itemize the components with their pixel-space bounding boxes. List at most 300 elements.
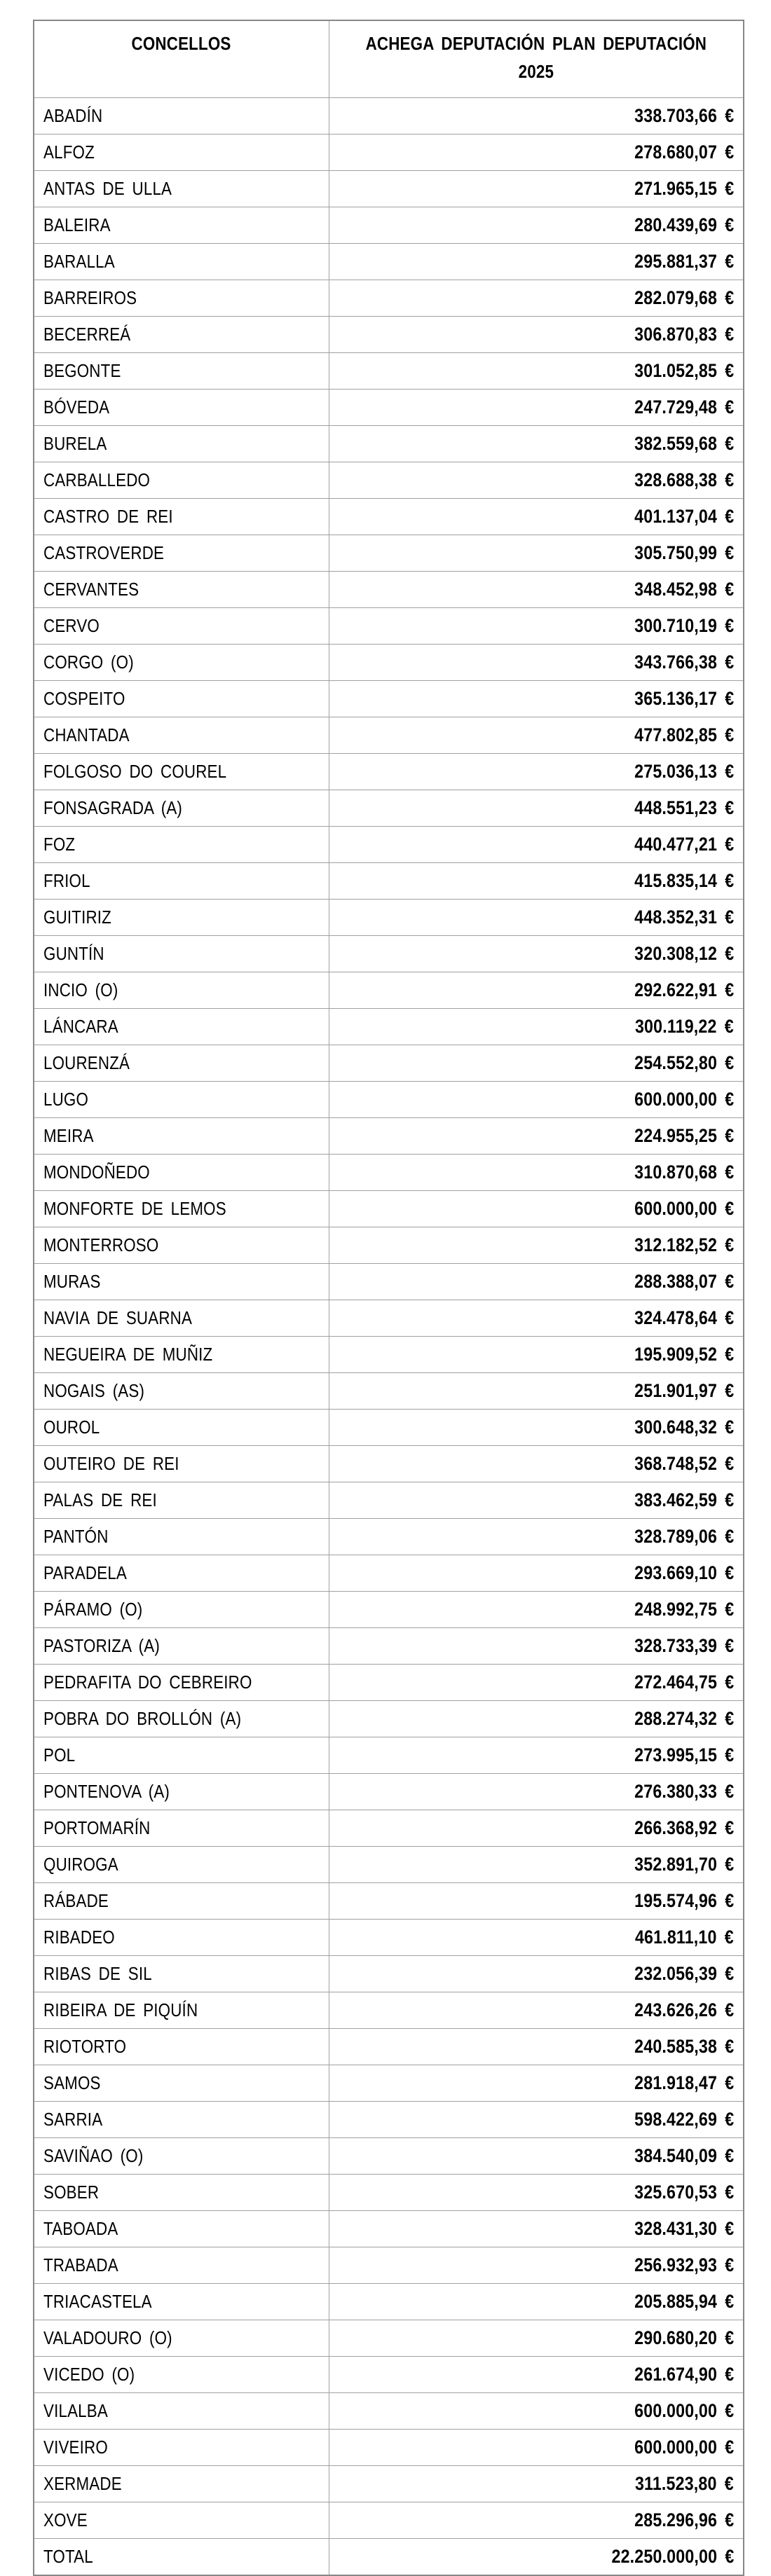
achega-cell — [329, 1191, 744, 1227]
achega-value — [634, 2218, 734, 2240]
achega-value — [634, 433, 734, 455]
concello-label: CARBALLEDO — [43, 469, 151, 490]
achega-value — [634, 1963, 734, 1985]
achega-value — [634, 2072, 734, 2094]
achega-amount: 275.036,13 — [634, 761, 717, 782]
achega-cell — [329, 1992, 744, 2029]
table-row — [34, 244, 744, 280]
achega-cell — [329, 171, 744, 207]
achega-amount: 448.352,31 — [634, 907, 717, 928]
table-row — [34, 863, 744, 900]
concello-cell — [34, 2357, 329, 2393]
table-row — [34, 1155, 744, 1191]
concello-cell — [34, 1847, 329, 1883]
achega-value — [634, 2400, 734, 2422]
concello-cell — [34, 1665, 329, 1701]
achega-cell — [329, 535, 744, 572]
achega-value — [634, 652, 734, 673]
achega-cell — [329, 1592, 744, 1628]
concello-label: PASTORIZA (A) — [43, 1635, 160, 1656]
euro-sign: € — [724, 1198, 734, 1219]
concello-label: LÁNCARA — [43, 1016, 118, 1037]
achega-value — [634, 178, 734, 200]
achega-cell — [329, 244, 744, 280]
achega-value — [634, 214, 734, 236]
achega-cell — [329, 1701, 744, 1737]
table-row — [34, 1373, 744, 1410]
concello-label: FOLGOSO DO COUREL — [43, 761, 227, 782]
achega-value — [634, 2437, 734, 2458]
table-row — [34, 1519, 744, 1555]
concello-label: FOZ — [43, 834, 76, 855]
euro-sign: € — [724, 1526, 734, 1547]
table-row — [34, 2393, 744, 2430]
achega-amount: 600.000,00 — [634, 1198, 717, 1219]
euro-sign: € — [724, 1562, 734, 1583]
achega-value — [634, 2145, 734, 2167]
achega-value — [634, 1672, 734, 1693]
achega-amount: 338.703,66 — [634, 105, 717, 126]
achega-value — [634, 724, 734, 746]
achega-cell — [329, 936, 744, 972]
table-row — [34, 827, 744, 863]
concello-label: PÁRAMO (O) — [43, 1599, 143, 1620]
achega-amount: 224.955,25 — [634, 1125, 717, 1146]
document-page — [33, 20, 743, 2576]
achega-value — [634, 1198, 734, 1220]
column-header-achega-line2: 2025 — [518, 61, 554, 82]
table-row — [34, 280, 744, 317]
achega-amount: 232.056,39 — [634, 1963, 717, 1984]
concello-label: SARRIA — [43, 2109, 103, 2130]
table-row — [34, 2502, 744, 2539]
achega-cell — [329, 1045, 744, 1082]
achega-cell — [329, 1737, 744, 1774]
concello-label: RIOTORTO — [43, 2036, 127, 2057]
achega-amount: 305.750,99 — [634, 542, 717, 563]
table-body — [34, 98, 744, 2576]
concello-cell — [34, 1956, 329, 1992]
table-row — [34, 2138, 744, 2175]
concello-label: PORTOMARÍN — [43, 1817, 151, 1838]
euro-sign: € — [724, 2254, 734, 2275]
achega-amount: 324.478,64 — [634, 1307, 717, 1328]
achega-value — [634, 1526, 734, 1548]
concello-cell — [34, 2502, 329, 2539]
concello-label: POL — [43, 1744, 76, 1765]
achega-cell — [329, 717, 744, 754]
concello-label: NEGUEIRA DE MUÑIZ — [43, 1344, 213, 1365]
achega-cell — [329, 1920, 744, 1956]
achega-value — [634, 1489, 734, 1511]
table-row — [34, 1628, 744, 1665]
achega-value — [634, 2182, 734, 2203]
euro-sign: € — [724, 2218, 734, 2239]
achega-value — [634, 105, 734, 127]
achega-amount: 292.622,91 — [634, 979, 717, 1000]
euro-sign: € — [724, 1344, 734, 1365]
table-row — [34, 535, 744, 572]
achega-amount: 278.680,07 — [634, 142, 717, 163]
euro-sign: € — [724, 1817, 734, 1838]
achega-cell — [329, 2393, 744, 2430]
euro-sign: € — [724, 1672, 734, 1693]
achega-value — [634, 142, 734, 163]
achega-amount: 352.891,70 — [634, 1854, 717, 1875]
achega-amount: 383.462,59 — [634, 1489, 717, 1510]
achega-cell — [329, 2247, 744, 2284]
table-row — [34, 390, 744, 426]
concello-label: PANTÓN — [43, 1526, 109, 1547]
concello-label: TABOADA — [43, 2218, 118, 2239]
concello-label: CHANTADA — [43, 724, 130, 745]
concello-cell — [34, 1227, 329, 1264]
euro-sign: € — [724, 251, 734, 272]
euro-sign: € — [724, 615, 734, 636]
achega-value — [634, 2036, 734, 2058]
concello-cell — [34, 462, 329, 499]
euro-sign: € — [724, 2291, 734, 2312]
achega-amount: 600.000,00 — [634, 2400, 717, 2421]
concello-cell — [34, 171, 329, 207]
concello-label: BEGONTE — [43, 360, 121, 381]
achega-cell — [329, 1337, 744, 1373]
euro-sign: € — [724, 142, 734, 163]
euro-sign: € — [724, 324, 734, 345]
euro-sign: € — [724, 1708, 734, 1729]
concello-label: OUROL — [43, 1417, 100, 1438]
achega-cell — [329, 1118, 744, 1155]
table-row — [34, 462, 744, 499]
table-row — [34, 645, 744, 681]
concello-label: LUGO — [43, 1089, 89, 1110]
euro-sign: € — [724, 870, 734, 891]
achega-value — [634, 1052, 734, 1074]
concello-label: PEDRAFITA DO CEBREIRO — [43, 1672, 252, 1693]
achega-cell — [329, 1482, 744, 1519]
concello-label: FRIOL — [43, 870, 90, 891]
concello-label: VIVEIRO — [43, 2437, 108, 2458]
achega-value — [634, 1162, 734, 1183]
euro-sign: € — [724, 469, 734, 490]
achega-value — [634, 979, 734, 1001]
concello-label: NAVIA DE SUARNA — [43, 1307, 193, 1328]
euro-sign: € — [724, 1380, 734, 1401]
achega-cell — [329, 2466, 744, 2502]
achega-value — [634, 2364, 734, 2385]
achega-amount: 328.431,30 — [634, 2218, 717, 2239]
achega-cell — [329, 2211, 744, 2247]
concello-cell — [34, 2539, 329, 2576]
concello-cell — [34, 1082, 329, 1118]
concello-label: ABADÍN — [43, 105, 103, 126]
achega-value — [634, 1344, 734, 1365]
concello-label: COSPEITO — [43, 688, 125, 709]
concello-cell — [34, 535, 329, 572]
achega-cell — [329, 2175, 744, 2211]
concello-cell — [34, 2211, 329, 2247]
euro-sign: € — [724, 834, 734, 855]
euro-sign: € — [724, 506, 734, 527]
concello-label: QUIROGA — [43, 1854, 118, 1875]
concello-cell — [34, 499, 329, 535]
achega-amount: 600.000,00 — [634, 2437, 717, 2458]
achega-cell — [329, 1883, 744, 1920]
concello-cell — [34, 1337, 329, 1373]
achega-value — [634, 1271, 734, 1293]
concello-label: BURELA — [43, 433, 107, 454]
euro-sign: € — [724, 1489, 734, 1510]
euro-sign: € — [724, 724, 734, 745]
table-row — [34, 717, 744, 754]
achega-value — [634, 1817, 734, 1839]
achega-value — [634, 1380, 734, 1402]
table-row — [34, 2029, 744, 2065]
achega-cell — [329, 1810, 744, 1847]
table-row — [34, 1992, 744, 2029]
euro-sign: € — [724, 1271, 734, 1292]
concello-cell — [34, 790, 329, 827]
achega-amount: 300.119,22 — [635, 1016, 717, 1037]
concello-label: ANTAS DE ULLA — [43, 178, 172, 199]
achega-cell — [329, 1082, 744, 1118]
concello-label: CERVANTES — [43, 579, 139, 600]
achega-value — [634, 579, 734, 600]
concello-cell — [34, 936, 329, 972]
achega-cell — [329, 972, 744, 1009]
achega-amount: 276.380,33 — [634, 1781, 717, 1802]
achega-value — [634, 542, 734, 564]
concello-label: ALFOZ — [43, 142, 95, 163]
euro-sign: € — [724, 1744, 734, 1765]
table-row — [34, 207, 744, 244]
achega-cell — [329, 207, 744, 244]
table-row — [34, 2466, 744, 2502]
euro-sign: € — [724, 433, 734, 454]
concello-cell — [34, 717, 329, 754]
concello-cell — [34, 207, 329, 244]
concello-cell — [34, 135, 329, 171]
concello-cell — [34, 572, 329, 608]
achega-cell — [329, 280, 744, 317]
achega-amount: 477.802,85 — [634, 724, 717, 745]
achega-cell — [329, 98, 744, 135]
achega-value — [634, 907, 734, 928]
column-header-achega-line1: ACHEGA DEPUTACIÓN PLAN DEPUTACIÓN — [365, 33, 707, 54]
table-row — [34, 1847, 744, 1883]
concello-cell — [34, 1410, 329, 1446]
concello-label: TRIACASTELA — [43, 2291, 152, 2312]
concello-label: VILALBA — [43, 2400, 108, 2421]
achega-cell — [329, 2502, 744, 2539]
achega-cell — [329, 2102, 744, 2138]
column-header-achega-label — [366, 29, 707, 85]
achega-cell — [329, 1555, 744, 1592]
achega-value — [634, 1089, 734, 1110]
concello-cell — [34, 754, 329, 790]
concello-cell — [34, 98, 329, 135]
table-row — [34, 608, 744, 645]
achega-value — [634, 397, 734, 418]
concello-cell — [34, 2284, 329, 2320]
concello-label: MONDOÑEDO — [43, 1162, 150, 1183]
euro-sign: € — [724, 2327, 734, 2348]
achega-value — [634, 615, 734, 637]
table-row — [34, 2320, 744, 2357]
euro-sign: € — [724, 579, 734, 600]
achega-amount: 461.811,10 — [635, 1927, 717, 1948]
table-row — [34, 1446, 744, 1482]
achega-value — [634, 834, 734, 855]
concello-cell — [34, 1774, 329, 1810]
table-row — [34, 2102, 744, 2138]
achega-amount: 248.992,75 — [634, 1599, 717, 1620]
concello-label: NOGAIS (AS) — [43, 1380, 145, 1401]
euro-sign: € — [724, 214, 734, 235]
concello-cell — [34, 426, 329, 462]
achega-value — [634, 1234, 734, 1256]
table-row — [34, 2211, 744, 2247]
table-row — [34, 1737, 744, 1774]
achega-amount: 328.789,06 — [634, 1526, 717, 1547]
achega-value — [634, 1599, 734, 1620]
euro-sign: € — [724, 1963, 734, 1984]
achega-amount: 365.136,17 — [634, 688, 717, 709]
achega-amount: 195.574,96 — [634, 1890, 717, 1911]
table-row — [34, 1810, 744, 1847]
achega-cell — [329, 2284, 744, 2320]
achegas-plan-deputacion-table — [33, 20, 744, 2576]
euro-sign: € — [724, 2109, 734, 2130]
achega-amount: 271.965,15 — [634, 178, 717, 199]
euro-sign: € — [724, 105, 734, 126]
achega-amount: 368.748,52 — [634, 1453, 717, 1474]
achega-value — [634, 287, 734, 309]
achega-amount: 243.626,26 — [634, 1999, 717, 2020]
achega-value — [634, 1854, 734, 1875]
concello-cell — [34, 2138, 329, 2175]
table-row — [34, 1337, 744, 1373]
concello-cell — [34, 1300, 329, 1337]
concello-cell — [34, 2466, 329, 2502]
concello-cell — [34, 1992, 329, 2029]
euro-sign: € — [724, 1927, 734, 1948]
concello-label: SOBER — [43, 2182, 100, 2203]
achega-value — [634, 469, 734, 491]
concello-cell — [34, 1264, 329, 1300]
achega-value — [634, 2509, 734, 2531]
achega-cell — [329, 572, 744, 608]
concello-label: VALADOURO (O) — [43, 2327, 172, 2348]
table-row — [34, 1592, 744, 1628]
concello-cell — [34, 900, 329, 936]
achega-amount: 310.870,68 — [634, 1162, 717, 1183]
euro-sign: € — [724, 2036, 734, 2057]
achega-value — [634, 1307, 734, 1329]
table-row — [34, 1956, 744, 1992]
concello-label: TRABADA — [43, 2254, 118, 2275]
table-row — [34, 2357, 744, 2393]
column-header-concellos — [34, 20, 329, 98]
achega-amount: 301.052,85 — [634, 360, 717, 381]
achega-amount: 401.137,04 — [634, 506, 717, 527]
achega-amount: 300.648,32 — [634, 1417, 717, 1438]
achega-cell — [329, 1410, 744, 1446]
concello-cell — [34, 244, 329, 280]
achega-amount: 282.079,68 — [634, 287, 717, 308]
euro-sign: € — [724, 1635, 734, 1656]
achega-value — [634, 688, 734, 710]
table-row — [34, 2247, 744, 2284]
achega-amount: 254.552,80 — [634, 1052, 717, 1073]
concello-cell — [34, 645, 329, 681]
euro-sign: € — [724, 761, 734, 782]
achega-amount: 598.422,69 — [634, 2109, 717, 2130]
achega-value — [634, 1125, 734, 1147]
achega-amount: 448.551,23 — [634, 797, 717, 818]
table-row — [34, 2430, 744, 2466]
table-row — [34, 1774, 744, 1810]
concello-label: MONTERROSO — [43, 1234, 159, 1255]
euro-sign: € — [724, 2473, 734, 2494]
achega-amount: 300.710,19 — [634, 615, 717, 636]
achega-value — [634, 1417, 734, 1438]
table-row — [34, 171, 744, 207]
achega-cell — [329, 317, 744, 353]
concello-label: CASTROVERDE — [43, 542, 165, 563]
concello-label: VICEDO (O) — [43, 2364, 135, 2385]
achega-cell — [329, 2539, 744, 2576]
concello-label: XERMADE — [43, 2473, 122, 2494]
concello-cell — [34, 1592, 329, 1628]
concello-label: MONFORTE DE LEMOS — [43, 1198, 226, 1219]
euro-sign: € — [724, 1599, 734, 1620]
achega-cell — [329, 827, 744, 863]
table-row — [34, 1082, 744, 1118]
column-header-concellos-label: CONCELLOS — [131, 33, 231, 54]
concello-label: RIBEIRA DE PIQUÍN — [43, 1999, 198, 2020]
achega-amount: 280.439,69 — [634, 214, 717, 235]
concello-label: CERVO — [43, 615, 100, 636]
euro-sign: € — [724, 1307, 734, 1328]
achega-value — [611, 2546, 734, 2568]
achega-cell — [329, 1665, 744, 1701]
concello-cell — [34, 681, 329, 717]
achega-cell — [329, 1774, 744, 1810]
achega-cell — [329, 1956, 744, 1992]
achega-value — [634, 1708, 734, 1730]
concello-cell — [34, 1555, 329, 1592]
achega-cell — [329, 1446, 744, 1482]
concello-label: BECERREÁ — [43, 324, 131, 345]
concello-cell — [34, 280, 329, 317]
achega-cell — [329, 390, 744, 426]
achega-cell — [329, 754, 744, 790]
achega-amount: 328.733,39 — [634, 1635, 717, 1656]
concello-label: RÁBADE — [43, 1890, 109, 1911]
concello-cell — [34, 972, 329, 1009]
euro-sign: € — [724, 1890, 734, 1911]
table-row — [34, 936, 744, 972]
concello-cell — [34, 2065, 329, 2102]
achega-amount: 247.729,48 — [634, 397, 717, 418]
concello-cell — [34, 317, 329, 353]
achega-value — [635, 1927, 734, 1948]
table-row — [34, 317, 744, 353]
concello-label: BÓVEDA — [43, 397, 110, 418]
concello-label: CORGO (O) — [43, 652, 134, 673]
achega-amount: 288.388,07 — [634, 1271, 717, 1292]
